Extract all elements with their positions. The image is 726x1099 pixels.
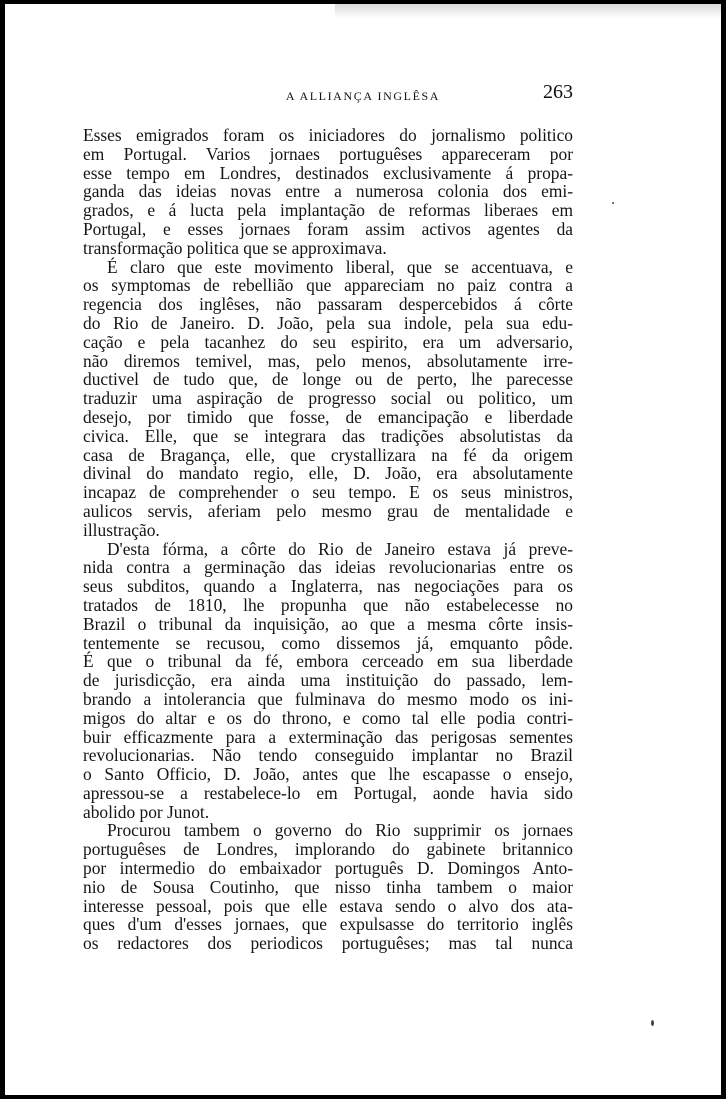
text-line: revolucionarias. Não tendo conseguido implantar no Brazil bbox=[83, 745, 573, 766]
text-line: illustração. bbox=[83, 519, 160, 540]
text-line: tratados de 1810, lhe propunha que não estabelecesse no bbox=[83, 594, 573, 615]
text-line: desejo, por timido que fosse, de emancipação e liberdade bbox=[83, 406, 573, 427]
scan-speck bbox=[612, 202, 614, 204]
text-line: Esses emigrados foram os iniciadores do jornalismo politico bbox=[83, 125, 573, 145]
text-line: traduzir uma aspiração de progresso social ou politico, um bbox=[83, 388, 573, 409]
text-line: abolido por Junot. bbox=[83, 801, 210, 822]
running-head bbox=[5, 81, 721, 111]
text-line: É claro que este movimento liberal, que se accentuava, e bbox=[107, 256, 573, 277]
text-line: incapaz de comprehender o seu tempo. E os seus ministros, bbox=[83, 482, 573, 503]
text-line: em Portugal. Varios jornaes portuguêses appareceram por bbox=[83, 143, 573, 164]
text-line: por intermedio do embaixador português D. Domingos Anto- bbox=[83, 858, 573, 879]
text-line: tentemente se recusou, como dissemos já, emquanto pôde. bbox=[83, 632, 573, 653]
text-line: Portugal, e esses jornaes foram assim activos agentes da bbox=[83, 218, 573, 239]
text-line: divinal do mandato regio, elle, D. João, era absolutamente bbox=[83, 463, 573, 484]
text-line: os redactores dos periodicos portuguêses; mas tal nunca bbox=[83, 933, 573, 954]
scan-speck bbox=[651, 1020, 654, 1026]
text-line: ques d'um d'esses jornaes, que expulsasse do territorio inglês bbox=[83, 914, 573, 935]
text-line: D'esta fórma, a côrte do Rio de Janeiro estava já preve- bbox=[107, 538, 573, 559]
text-line: casa de Bragança, elle, que crystallizara na fé da origem bbox=[83, 444, 573, 465]
text-line: transformação politica que se approximava. bbox=[83, 237, 387, 258]
text-line: apressou-se a restabelece-lo em Portugal, aonde havia sido bbox=[83, 782, 573, 803]
text-line: portuguêses de Londres, implorando do gabinete britannico bbox=[83, 839, 573, 860]
text-line: aulicos servis, aferiam pelo mesmo grau de mentalidade e bbox=[83, 500, 573, 521]
body-text bbox=[83, 126, 573, 953]
text-line: seus subditos, quando a Inglaterra, nas negociações para os bbox=[83, 576, 573, 597]
text-line: civica. Elle, que se integrara das tradições absolutistas da bbox=[83, 425, 573, 446]
running-head-title: A ALLIANÇA INGLÊSA bbox=[285, 89, 441, 103]
text-line: de jurisdicção, era ainda uma instituição do passado, lem- bbox=[83, 670, 573, 691]
text-line: cação e pela tacanhez do seu espirito, era um adversario, bbox=[83, 331, 573, 352]
text-line: os symptomas de rebellião que appareciam no paiz contra a bbox=[83, 275, 573, 296]
text-line: nio de Sousa Coutinho, que nisso tinha tambem o maior bbox=[83, 876, 573, 897]
text-line: não diremos temivel, mas, pelo menos, absolutamente irre- bbox=[83, 350, 573, 371]
text-line: o Santo Officio, D. João, antes que lhe escapasse o ensejo, bbox=[83, 764, 573, 785]
text-line: Procurou tambem o governo do Rio supprimir os jornaes bbox=[107, 820, 573, 841]
text-line: buir efficazmente para a exterminação das perigosas sementes bbox=[83, 726, 573, 747]
text-line: ganda das ideias novas entre a numerosa colonia dos emi- bbox=[83, 181, 573, 202]
text-line: brando a intolerancia que fulminava do mesmo modo os ini- bbox=[83, 688, 573, 709]
text-line: grados, e á lucta pela implantação de reformas liberaes em bbox=[83, 200, 573, 221]
text-line: Brazil o tribunal da inquisição, ao que a mesma côrte insis- bbox=[83, 613, 573, 634]
text-line: É que o tribunal da fé, embora cerceado em sua liberdade bbox=[83, 651, 573, 672]
text-line: esse tempo em Londres, destinados exclusivamente á propa- bbox=[83, 162, 573, 183]
text-line: nida contra a germinação das ideias revolucionarias entre os bbox=[83, 557, 573, 578]
text-line: ductivel de tudo que, de longe ou de perto, lhe parecesse bbox=[83, 369, 573, 390]
text-line: do Rio de Janeiro. D. João, pela sua indole, pela sua edu- bbox=[83, 312, 573, 333]
text-line: regencia dos inglêses, não passaram despercebidos á côrte bbox=[83, 294, 573, 315]
book-page bbox=[5, 4, 721, 1095]
page-number: 263 bbox=[543, 81, 573, 103]
text-line: migos do altar e os do throno, e como tal elle podia contri- bbox=[83, 707, 573, 728]
text-line: interesse pessoal, pois que elle estava sendo o alvo dos ata- bbox=[83, 895, 573, 916]
